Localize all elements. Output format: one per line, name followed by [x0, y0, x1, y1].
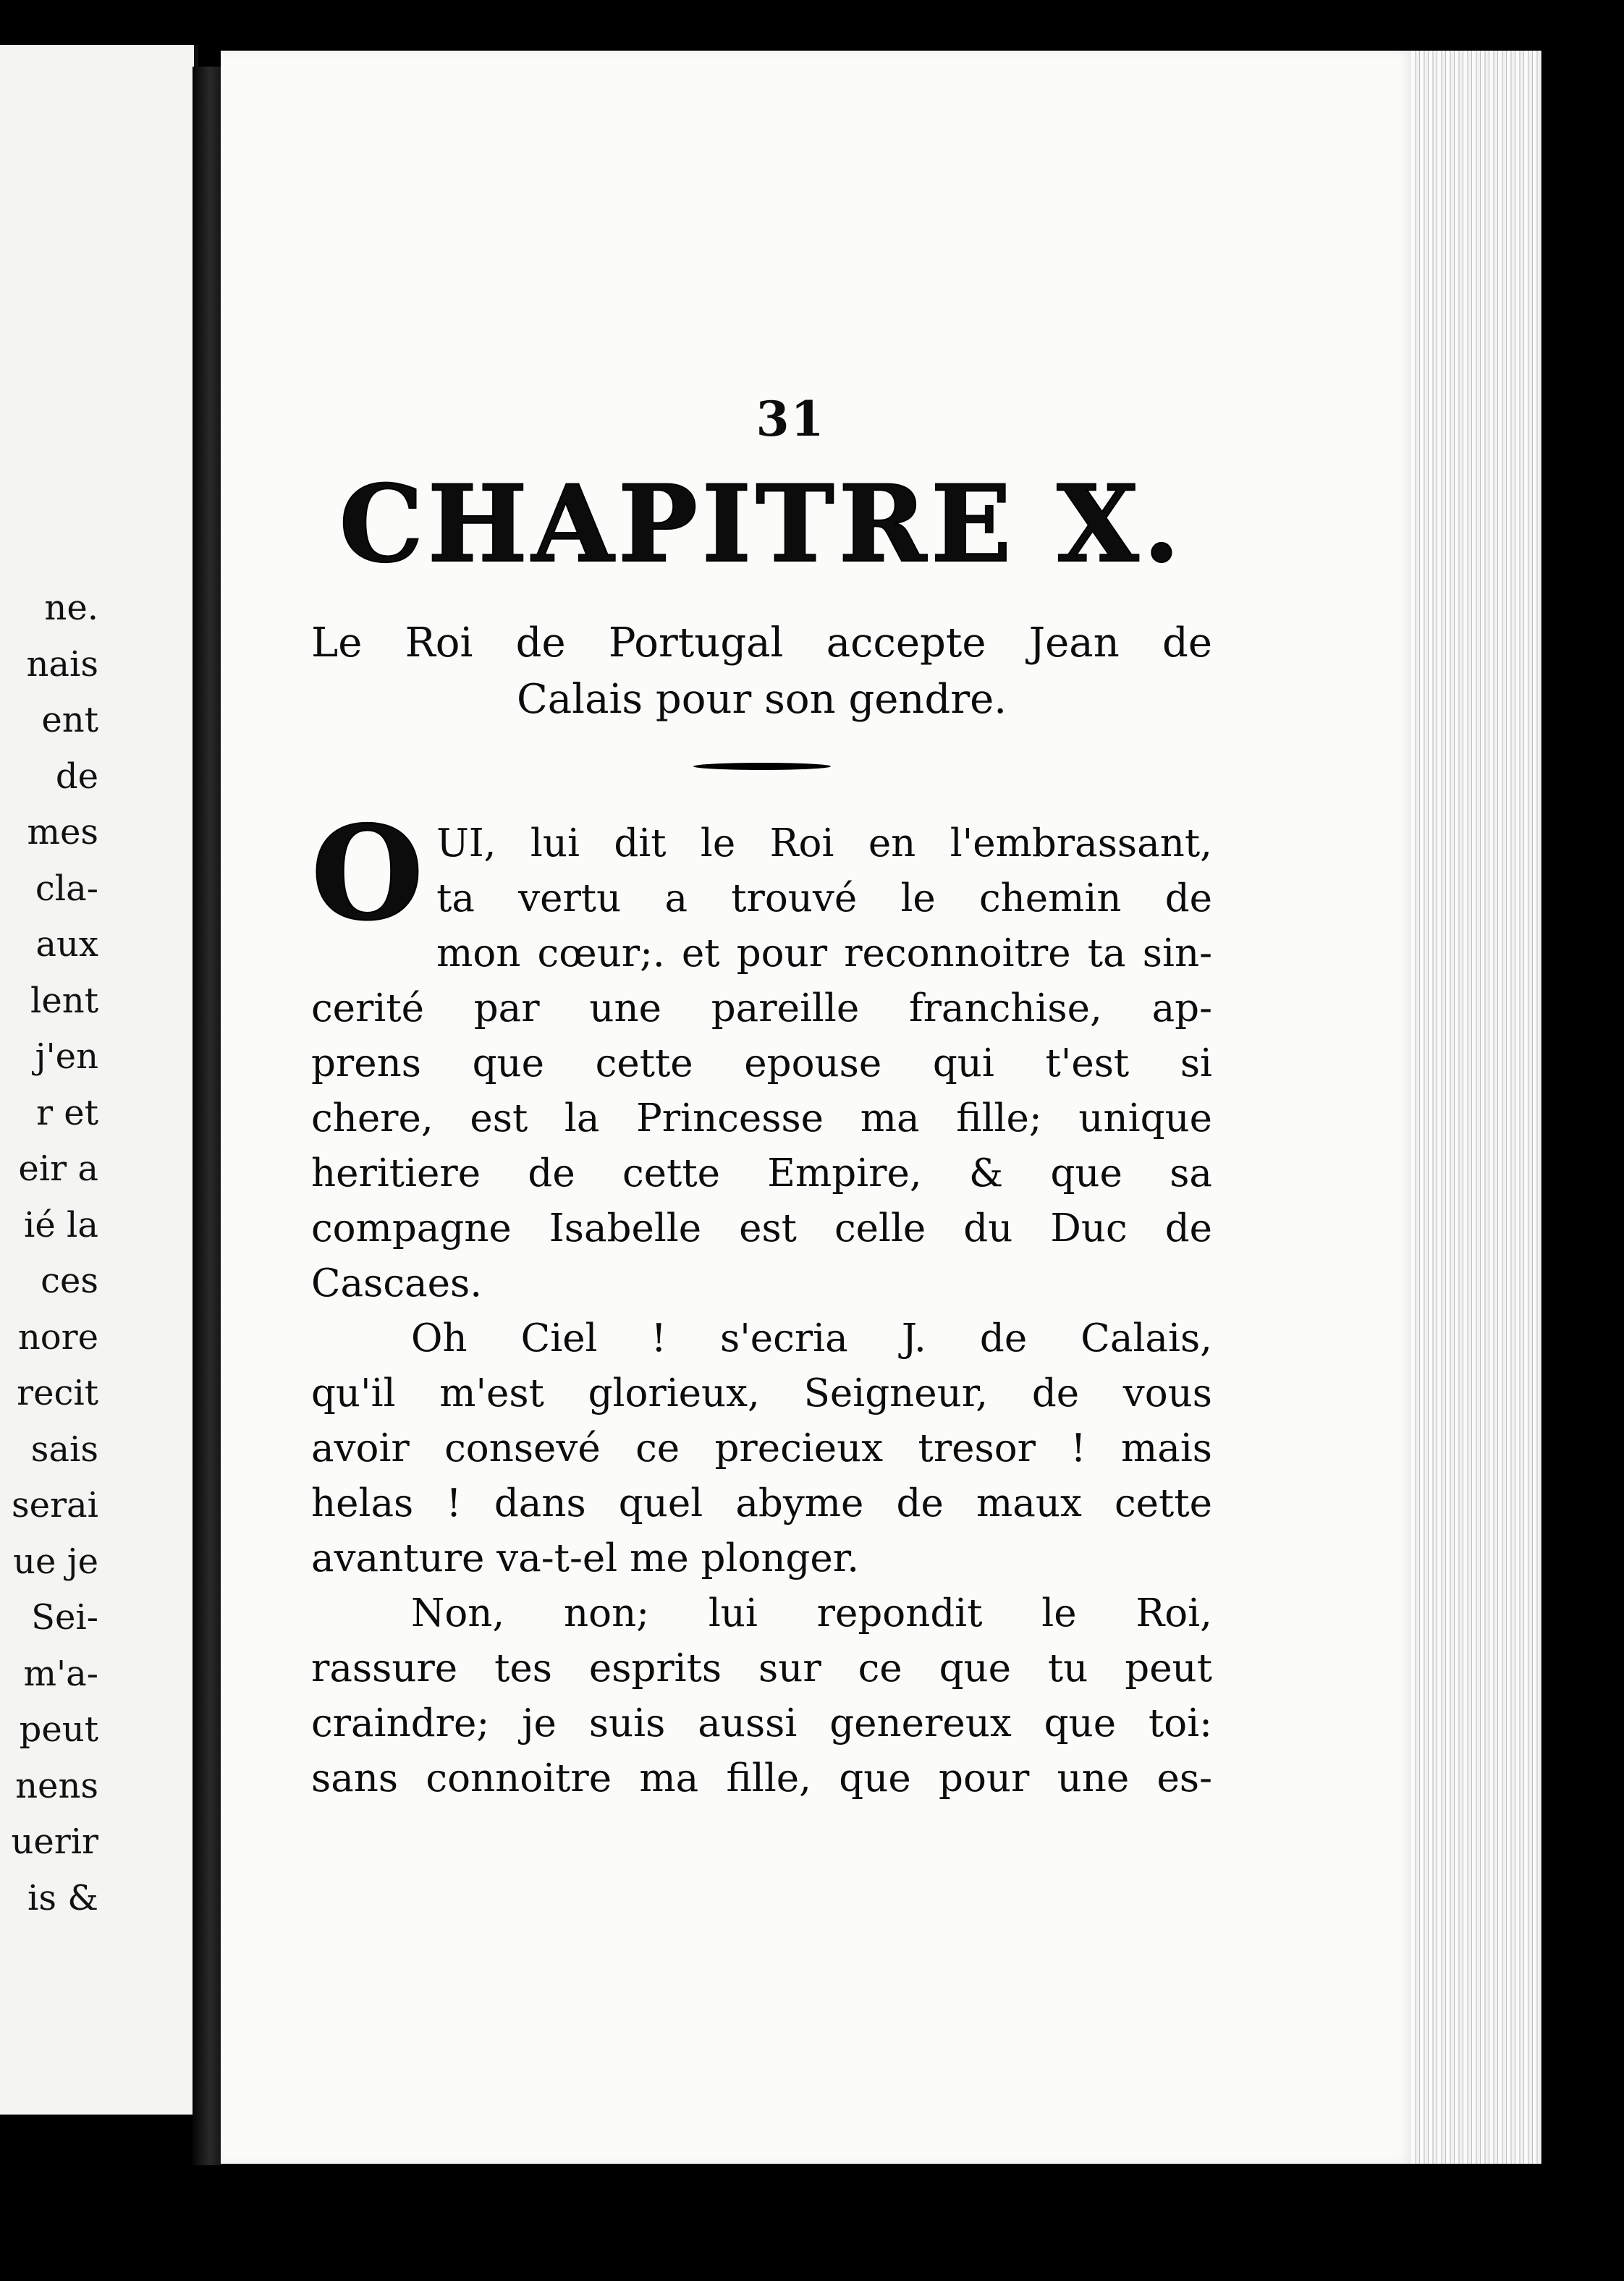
- text-line: chere, est la Princesse ma fille; unique: [311, 1096, 1212, 1140]
- ornamental-rule: [693, 763, 831, 770]
- left-line: ue je: [13, 1541, 98, 1582]
- text-line: prens que cette epouse qui t'est si: [311, 1041, 1212, 1086]
- left-line: aux: [35, 924, 98, 965]
- text-line: qu'il m'est glorieux, Seigneur, de vous: [311, 1371, 1212, 1415]
- left-line: is &: [28, 1877, 98, 1918]
- text-line: Oh Ciel ! s'ecria J. de Calais,: [411, 1316, 1212, 1360]
- left-line: nore: [17, 1316, 98, 1358]
- page-number: 31: [756, 391, 826, 447]
- text-line: Cascaes.: [311, 1261, 483, 1305]
- left-line: mes: [27, 812, 98, 852]
- left-line: m'a-: [23, 1653, 98, 1694]
- left-line: ent: [41, 700, 98, 740]
- text-line: helas ! dans quel abyme de maux cette: [311, 1481, 1212, 1525]
- text-line: mon cœur;. et pour reconnoitre ta sin-: [436, 931, 1212, 976]
- left-line: recit: [17, 1373, 98, 1413]
- text-line: avoir consevé ce precieux tresor ! mais: [311, 1426, 1212, 1470]
- chapter-summary: [311, 615, 1212, 728]
- page-content: [311, 391, 1212, 1806]
- left-line: serai: [12, 1485, 98, 1525]
- text-line: UI, lui dit le Roi en l'embrassant,: [436, 821, 1212, 866]
- left-line: nens: [15, 1765, 98, 1806]
- chapter-title: CHAPITRE X.: [339, 462, 1185, 586]
- drop-cap: O: [311, 797, 424, 949]
- left-line: sais: [30, 1429, 98, 1470]
- left-line: cla-: [35, 868, 98, 909]
- summary-line: Calais pour son gendre.: [516, 676, 1007, 723]
- text-line: Non, non; lui repondit le Roi,: [411, 1591, 1212, 1635]
- page-edges: [1411, 51, 1541, 2164]
- text-line: compagne Isabelle est celle du Duc de: [311, 1206, 1212, 1250]
- text-line: avanture va-t-el me plonger.: [311, 1536, 860, 1580]
- text-line: ta vertu a trouvé le chemin de: [436, 876, 1212, 921]
- text-line: rassure tes esprits sur ce que tu peut: [311, 1646, 1212, 1690]
- left-line: eir a: [18, 1148, 98, 1189]
- left-line: j'en: [35, 1036, 98, 1077]
- left-line: ces: [41, 1261, 98, 1301]
- left-line: ié la: [24, 1204, 98, 1245]
- left-line: peut: [19, 1709, 98, 1750]
- left-line: lent: [30, 980, 98, 1021]
- left-line: r et: [36, 1092, 98, 1133]
- left-facing-page: [0, 45, 198, 2115]
- text-line: heritiere de cette Empire, & que sa: [311, 1151, 1212, 1195]
- left-page-text-fragments: [11, 580, 98, 1926]
- text-line: sans connoitre ma fille, que pour une es-: [311, 1756, 1212, 1800]
- body-text: [311, 797, 1212, 1806]
- left-line: nais: [26, 643, 98, 685]
- left-line: Sei-: [31, 1597, 98, 1638]
- summary-line: Le Roi de Portugal accepte Jean de: [311, 619, 1212, 666]
- text-line: craindre; je suis aussi genereux que toi:: [311, 1701, 1212, 1745]
- left-line: ne.: [44, 588, 98, 628]
- text-line: cerité par une pareille franchise, ap-: [311, 986, 1212, 1031]
- left-line: uerir: [11, 1821, 98, 1862]
- left-line: de: [55, 756, 98, 797]
